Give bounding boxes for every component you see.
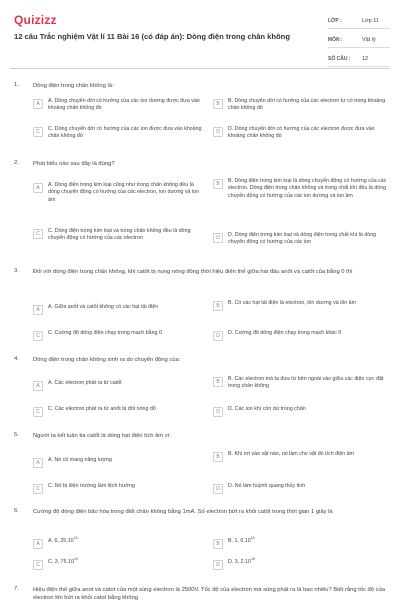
question-text: Người ta kết luận tia catốt là dòng hạt điện tích âm vì: [33, 433, 171, 439]
meta-value: Lớp 11 [362, 17, 379, 24]
meta-value: Vật lý [362, 36, 376, 43]
option-text [48, 559, 78, 566]
option-letter: A [33, 458, 43, 468]
option-text: A. Giữa anốt và catốt không có các hạt tải điện [48, 304, 159, 310]
option-a[interactable] [33, 538, 207, 549]
option-a[interactable] [33, 304, 207, 315]
quizizz-logo: Quizizz [14, 13, 57, 27]
option-text: A. Dòng điện trong kim loại cũng như trong chân không đều là dòng chuyển động có hướng của các electron, ion dương và ion âm [48, 182, 199, 203]
option-text: A. Dòng chuyển dời có hướng của các ion dương được đưa vào khoảng chân không đó [48, 98, 200, 112]
option-letter: A [33, 539, 43, 549]
option-text [228, 559, 255, 566]
option-text: B. Dòng điện trong kim loại là dòng chuyển động có hướng của các electron. Dòng điện trong chân không và trong chất khí đều là dòng chuyển động có hướng của các ion dương và ion âm [228, 178, 387, 199]
option-b[interactable] [213, 98, 387, 113]
meta-value: 12 [362, 55, 369, 62]
question-number: 7. [14, 586, 19, 592]
option-letter: B [213, 452, 223, 462]
option-value: A. 6, 25.10 [48, 538, 74, 544]
option-letter: B [213, 179, 223, 189]
option-letter: C [33, 484, 43, 494]
option-b[interactable] [213, 376, 387, 391]
option-letter: D [213, 407, 223, 417]
option-text: C. Các electron phát ra từ anốt bị đốt nóng đỏ [48, 406, 156, 412]
option-letter: B [213, 539, 223, 549]
option-text [228, 538, 255, 545]
option-letter: B [213, 377, 223, 387]
option-c[interactable] [33, 126, 207, 141]
option-text: A. Nó có mang năng lượng [48, 457, 112, 463]
page-title: 12 câu Trắc nghiệm Vật lí 11 Bài 16 (có đáp án): Dòng điện trong chân không [14, 32, 290, 41]
question-number: 6. [14, 508, 19, 514]
question-text: Cường độ dòng điện bão hòa trong điốt chân không bằng 1mA. Số electron bứt ra khỏi catốt trong thời gian 1 giây là [33, 509, 333, 515]
option-b[interactable] [213, 538, 387, 549]
option-letter: A [33, 381, 43, 391]
option-letter: D [213, 560, 223, 570]
option-text: D. Cường độ dòng điện chạy trong mạch khác 0 [228, 330, 342, 336]
question-number: 1. [14, 82, 19, 88]
question-number: 2. [14, 160, 19, 166]
option-letter: D [213, 127, 223, 137]
option-letter: A [33, 305, 43, 315]
question-number: 3. [14, 268, 19, 274]
meta-label: LỚP : [328, 17, 342, 24]
option-d[interactable] [213, 330, 387, 341]
option-b[interactable] [213, 178, 387, 200]
option-letter: D [213, 484, 223, 494]
option-text: C. Nó bị điện trường làm lệch hướng [48, 483, 135, 489]
option-text: B. Khi rơi vào vật nào, nó làm cho vật đó tích điện âm [228, 451, 354, 457]
option-text: B. Các electron mà ta đưa từ bên ngoài vào giữa các điện cực đặt trong chân không [228, 376, 384, 390]
option-text: D. Dòng điện trong kim loại và dòng điện trong chất khí là dòng chuyển động có hướng của các ion [228, 232, 377, 246]
question-text: Đối với dòng điện trong chân không, khi catôt bị nung nóng đồng thời hiệu điện thế giữa hai đầu anốt và catốt của bằng 0 thì [33, 269, 353, 275]
question-text: Dòng điện trong chân không là: [33, 83, 114, 89]
option-text: C. Dòng chuyển dời có hướng của các ion được đưa vào khoảng chân không đó [48, 126, 202, 140]
option-letter: B [213, 301, 223, 311]
option-letter: D [213, 331, 223, 341]
option-letter: A [33, 99, 43, 109]
option-text: A. Các electron phát ra từ catốt [48, 380, 122, 386]
option-b[interactable] [213, 300, 387, 311]
meta-row-class [328, 13, 390, 29]
option-text: D. Nó làm huỳnh quang thủy tinh [228, 483, 306, 489]
option-letter: C [33, 331, 43, 341]
header-divider [10, 68, 390, 69]
option-a[interactable] [33, 380, 207, 391]
option-letter: B [213, 99, 223, 109]
option-d[interactable] [213, 126, 387, 141]
option-text: D. Các ion khí còn dư trong chân [228, 406, 306, 412]
option-text: C. Dòng điện trong kim loại và trong chân không đều là dòng chuyển động có hướng của các electron [48, 228, 191, 242]
option-letter: C [33, 229, 43, 239]
option-exponent: 15 [250, 557, 255, 562]
option-a[interactable] [33, 457, 207, 468]
meta-label: SỐ CÂU : [328, 55, 351, 62]
option-letter: D [213, 233, 223, 243]
option-a[interactable] [33, 98, 207, 113]
option-exponent: 15 [73, 557, 78, 562]
option-d[interactable] [213, 232, 387, 247]
option-letter: A [33, 183, 43, 193]
question-text: Phát biểu nào sau đây là đúng? [33, 161, 115, 167]
option-d[interactable] [213, 483, 387, 494]
option-letter: C [33, 560, 43, 570]
meta-label: MÔN : [328, 36, 343, 43]
question-number: 4. [14, 356, 19, 362]
worksheet-header [0, 0, 400, 68]
question-text: Hiệu điện thế giữa anot và catot của một súng electron là 2500V. Tốc độ của electron mà súng phát ra là bao nhiêu? Biết rằng tốc độ của electron khi bứt ra khỏi catot bằng không [33, 587, 385, 601]
option-text: B. Dòng chuyển dời có hướng của các electron tự có trong khoảng chân không đó [228, 98, 386, 112]
option-d[interactable] [213, 406, 387, 417]
meta-row-subject [328, 32, 390, 48]
option-b[interactable] [213, 451, 387, 462]
option-text: C. Cường độ dòng điện chạy trong mạch bằng 0 [48, 330, 162, 336]
question-number: 5. [14, 432, 19, 438]
option-c[interactable] [33, 406, 207, 417]
option-value: C. 3, 75.10 [48, 559, 74, 565]
option-c[interactable] [33, 483, 207, 494]
meta-panel [328, 13, 390, 70]
option-text: B. Có các hạt tải điện là electron, iôn dương và iôn âm [228, 300, 357, 306]
option-value: D. 3, 2.10 [228, 559, 251, 565]
meta-row-count [328, 51, 390, 67]
question-text: Dòng điện trong chân không sinh ra do chuyển động của: [33, 357, 181, 363]
option-letter: C [33, 407, 43, 417]
option-c[interactable] [33, 228, 207, 243]
option-text: D. Dòng chuyển dời có hướng của các electron được đưa vào khoảng chân không đó [228, 126, 375, 140]
option-c[interactable] [33, 330, 207, 341]
option-text [48, 538, 78, 545]
option-a[interactable] [33, 182, 207, 204]
option-exponent: 15 [250, 536, 255, 541]
option-value: B. 1, 6.10 [228, 538, 251, 544]
option-letter: C [33, 127, 43, 137]
option-d[interactable] [213, 559, 387, 570]
option-exponent: 15 [73, 536, 78, 541]
option-c[interactable] [33, 559, 207, 570]
